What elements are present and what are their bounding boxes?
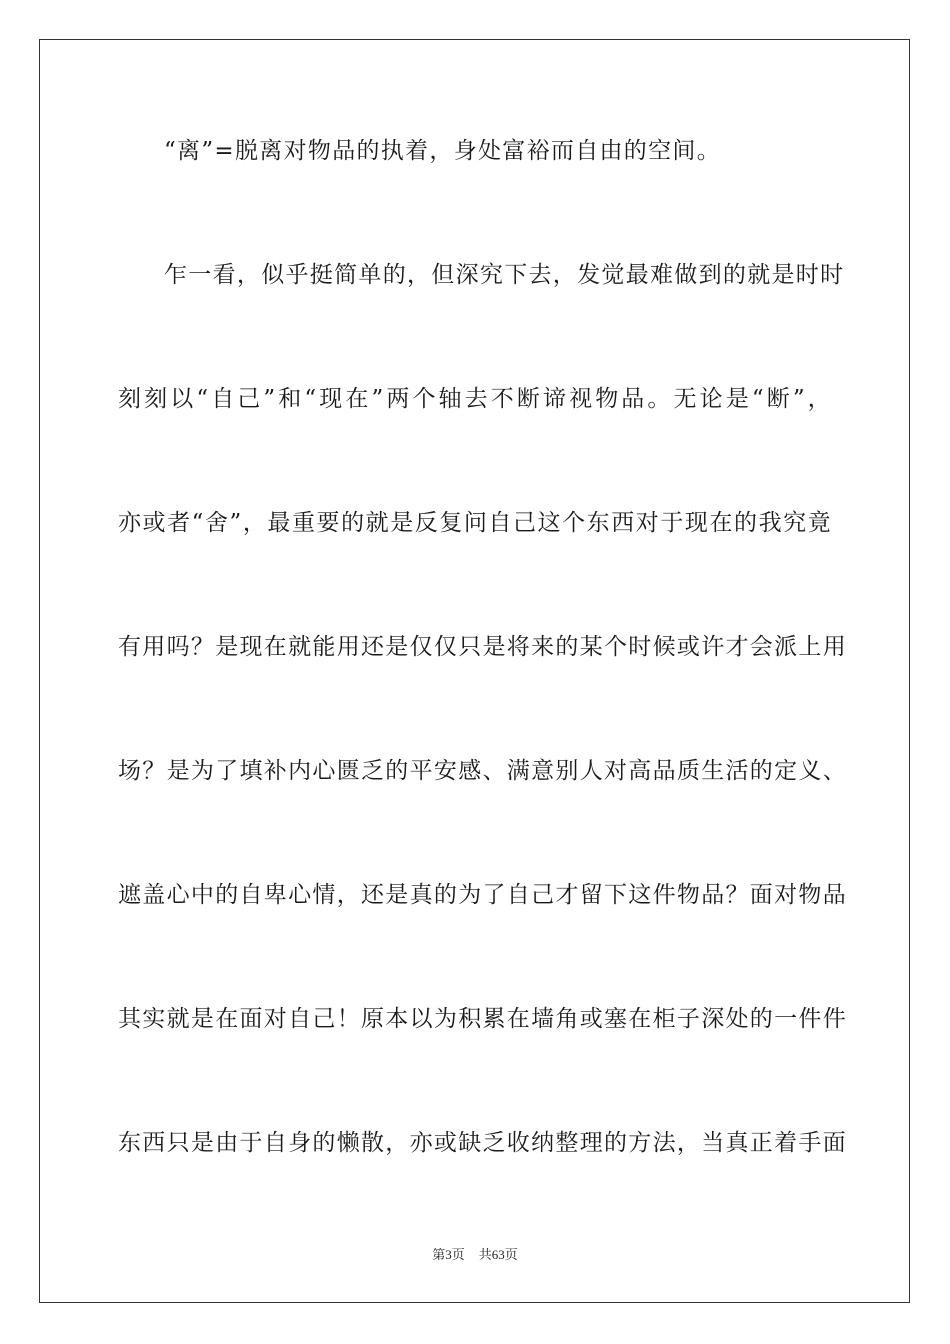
- paragraph-line-3: 刻刻以“自己”和“现在”两个轴去不断谛视物品。无论是“断”，: [118, 386, 832, 412]
- paragraph-line-9: 东西只是由于自身的懒散，亦或缺乏收纳整理的方法，当真正着手面: [118, 1130, 847, 1156]
- paragraph-line-5: 有用吗？是现在就能用还是仅仅只是将来的某个时候或许才会派上用: [118, 634, 847, 660]
- paragraph-line-8: 其实就是在面对自己！原本以为积累在墙角或塞在柜子深处的一件件: [118, 1006, 847, 1032]
- page-border: [39, 39, 910, 1303]
- paragraph-line-4: 亦或者“舍”，最重要的就是反复问自己这个东西对于现在的我究竟: [118, 510, 832, 536]
- total-pages: 共63页: [478, 1247, 518, 1262]
- page-number: 第3页: [432, 1247, 465, 1262]
- paragraph-line-1: “离”=脱离对物品的执着，身处富裕而自由的空间。: [164, 138, 721, 164]
- page-footer: [0, 1246, 950, 1264]
- paragraph-line-6: 场？是为了填补内心匮乏的平安感、满意别人对高品质生活的定义、: [118, 758, 847, 784]
- paragraph-line-2: 乍一看，似乎挺简单的，但深究下去，发觉最难做到的就是时时: [164, 262, 845, 288]
- paragraph-line-7: 遮盖心中的自卑心情，还是真的为了自己才留下这件物品？面对物品: [118, 882, 847, 908]
